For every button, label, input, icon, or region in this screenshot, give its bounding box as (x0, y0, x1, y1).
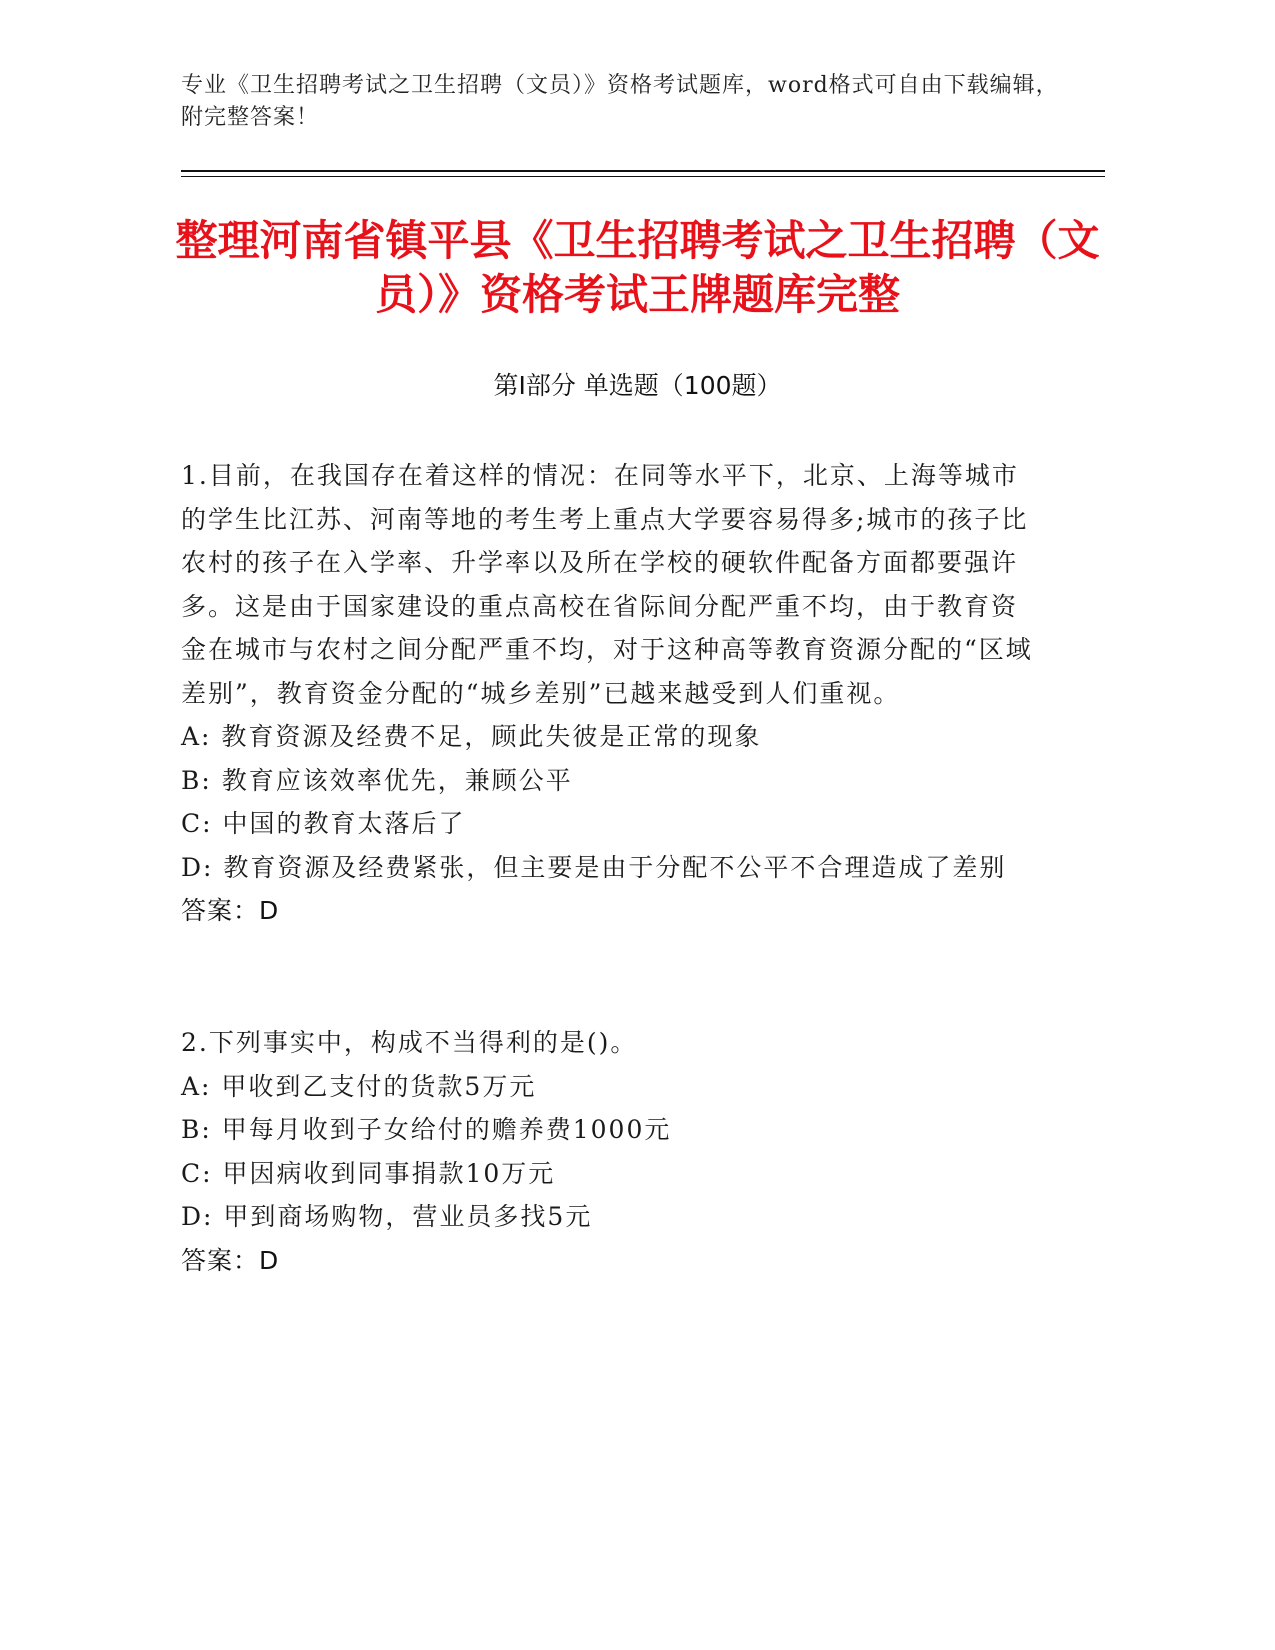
option-a: A: 教育资源及经费不足，顾此失彼是正常的现象 (181, 722, 762, 751)
option-b: B: 甲每月收到子女给付的赡养费1000元 (181, 1115, 672, 1144)
answer: 答案：D (181, 1245, 280, 1275)
document-title: 整理河南省镇平县《卫生招聘考试之卫生招聘（文员）》资格考试王牌题库完整 (175, 216, 1100, 319)
header-divider-thin (181, 176, 1105, 177)
option-c: C: 甲因病收到同事捐款10万元 (181, 1158, 556, 1188)
option-a: A: 甲收到乙支付的货款5万元 (181, 1071, 537, 1101)
option-c: C: 中国的教育太落后了 (181, 809, 466, 838)
question-stem: 1.目前，在我国存在着这样的情况：在同等水平下，北京、上海等城市的学生比江苏、河南等地的考生考上重点大学要容易得多;城市的孩子比农村的孩子在入学率、升学率以及所在学校的硬软件配备方面都要强许多。这是由于国家建设的重点高校在省际间分配严重不均，由于教育资金在城市与农村之间分配严重不均，对于这种高等教育资源分配的“区域差别”，教育资金分配的“城乡差别”已越来越受到人们重视。 (181, 461, 1033, 708)
question-1 (181, 454, 1041, 933)
header-divider-thick (181, 170, 1105, 172)
question-2 (181, 1021, 1041, 1282)
answer: 答案：D (181, 896, 280, 925)
question-stem: 2.下列事实中，构成不当得利的是()。 (181, 1028, 638, 1057)
header-note: 专业《卫生招聘考试之卫生招聘（文员）》资格考试题库，word格式可自由下载编辑，附完整答案！ (181, 73, 1059, 130)
section-title: 第Ⅰ部分 单选题（100题） (493, 371, 782, 400)
option-d: D: 教育资源及经费紧张，但主要是由于分配不公平不合理造成了差别 (181, 852, 1007, 882)
option-b: B: 教育应该效率优先，兼顾公平 (181, 765, 573, 795)
option-d: D: 甲到商场购物，营业员多找5元 (181, 1202, 593, 1231)
